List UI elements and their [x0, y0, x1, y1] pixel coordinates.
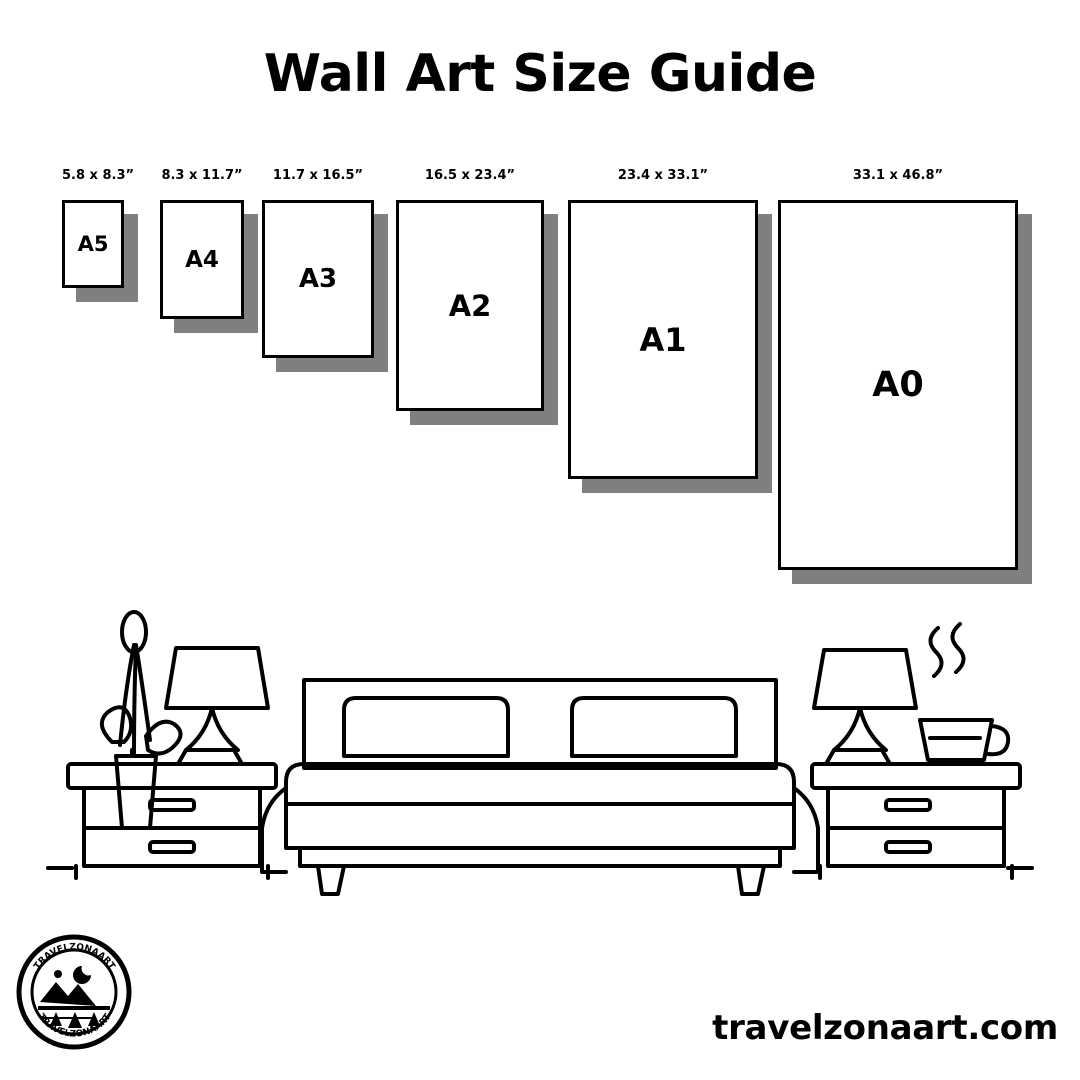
frame-a0 [778, 168, 1018, 584]
frame-box-a0[interactable] [778, 200, 1018, 570]
table-lamp-right [814, 650, 916, 764]
frame-box-a5[interactable] [62, 200, 124, 288]
frame-a1 [568, 168, 758, 493]
frame-box-a1[interactable] [568, 200, 758, 479]
nightstand-right [812, 764, 1020, 878]
frame-size-label: A3 [298, 264, 338, 294]
svg-text:TRAVELZONAART: TRAVELZONAART [32, 942, 117, 972]
website-url: travelzonaart.com [712, 1008, 1058, 1048]
frame-dimensions-label: 23.4 x 33.1” [617, 168, 709, 183]
frame-a3 [262, 168, 374, 372]
frame-a2 [396, 168, 544, 425]
frame-a5 [62, 168, 135, 302]
svg-text:TRAVELZONAART: TRAVELZONAART [35, 1012, 114, 1040]
table-lamp-left [166, 648, 268, 764]
frame-box-a4[interactable] [160, 200, 244, 319]
bedroom-illustration [0, 560, 1080, 920]
frame-dimensions-label: 16.5 x 23.4” [424, 168, 516, 183]
frame-box-a3[interactable] [262, 200, 374, 358]
frame-a4 [160, 168, 244, 333]
frame-box-a2[interactable] [396, 200, 544, 411]
nightstand-left [68, 764, 276, 878]
brand-logo [12, 930, 137, 1055]
plant-vase [102, 612, 181, 828]
frame-size-label: A4 [185, 246, 219, 273]
page-title: Wall Art Size Guide [263, 44, 817, 104]
frame-size-label: A2 [448, 288, 492, 323]
frame-size-label: A1 [639, 320, 687, 359]
frame-dimensions-label: 33.1 x 46.8” [852, 168, 944, 183]
frame-dimensions-label: 11.7 x 16.5” [272, 168, 364, 183]
bed [262, 680, 818, 894]
frame-size-label: A5 [77, 232, 109, 256]
frame-size-label: A0 [872, 365, 924, 405]
coffee-mug [920, 624, 1008, 760]
frame-dimensions-label: 5.8 x 8.3” [62, 168, 135, 183]
frame-dimensions-label: 8.3 x 11.7” [161, 168, 243, 183]
